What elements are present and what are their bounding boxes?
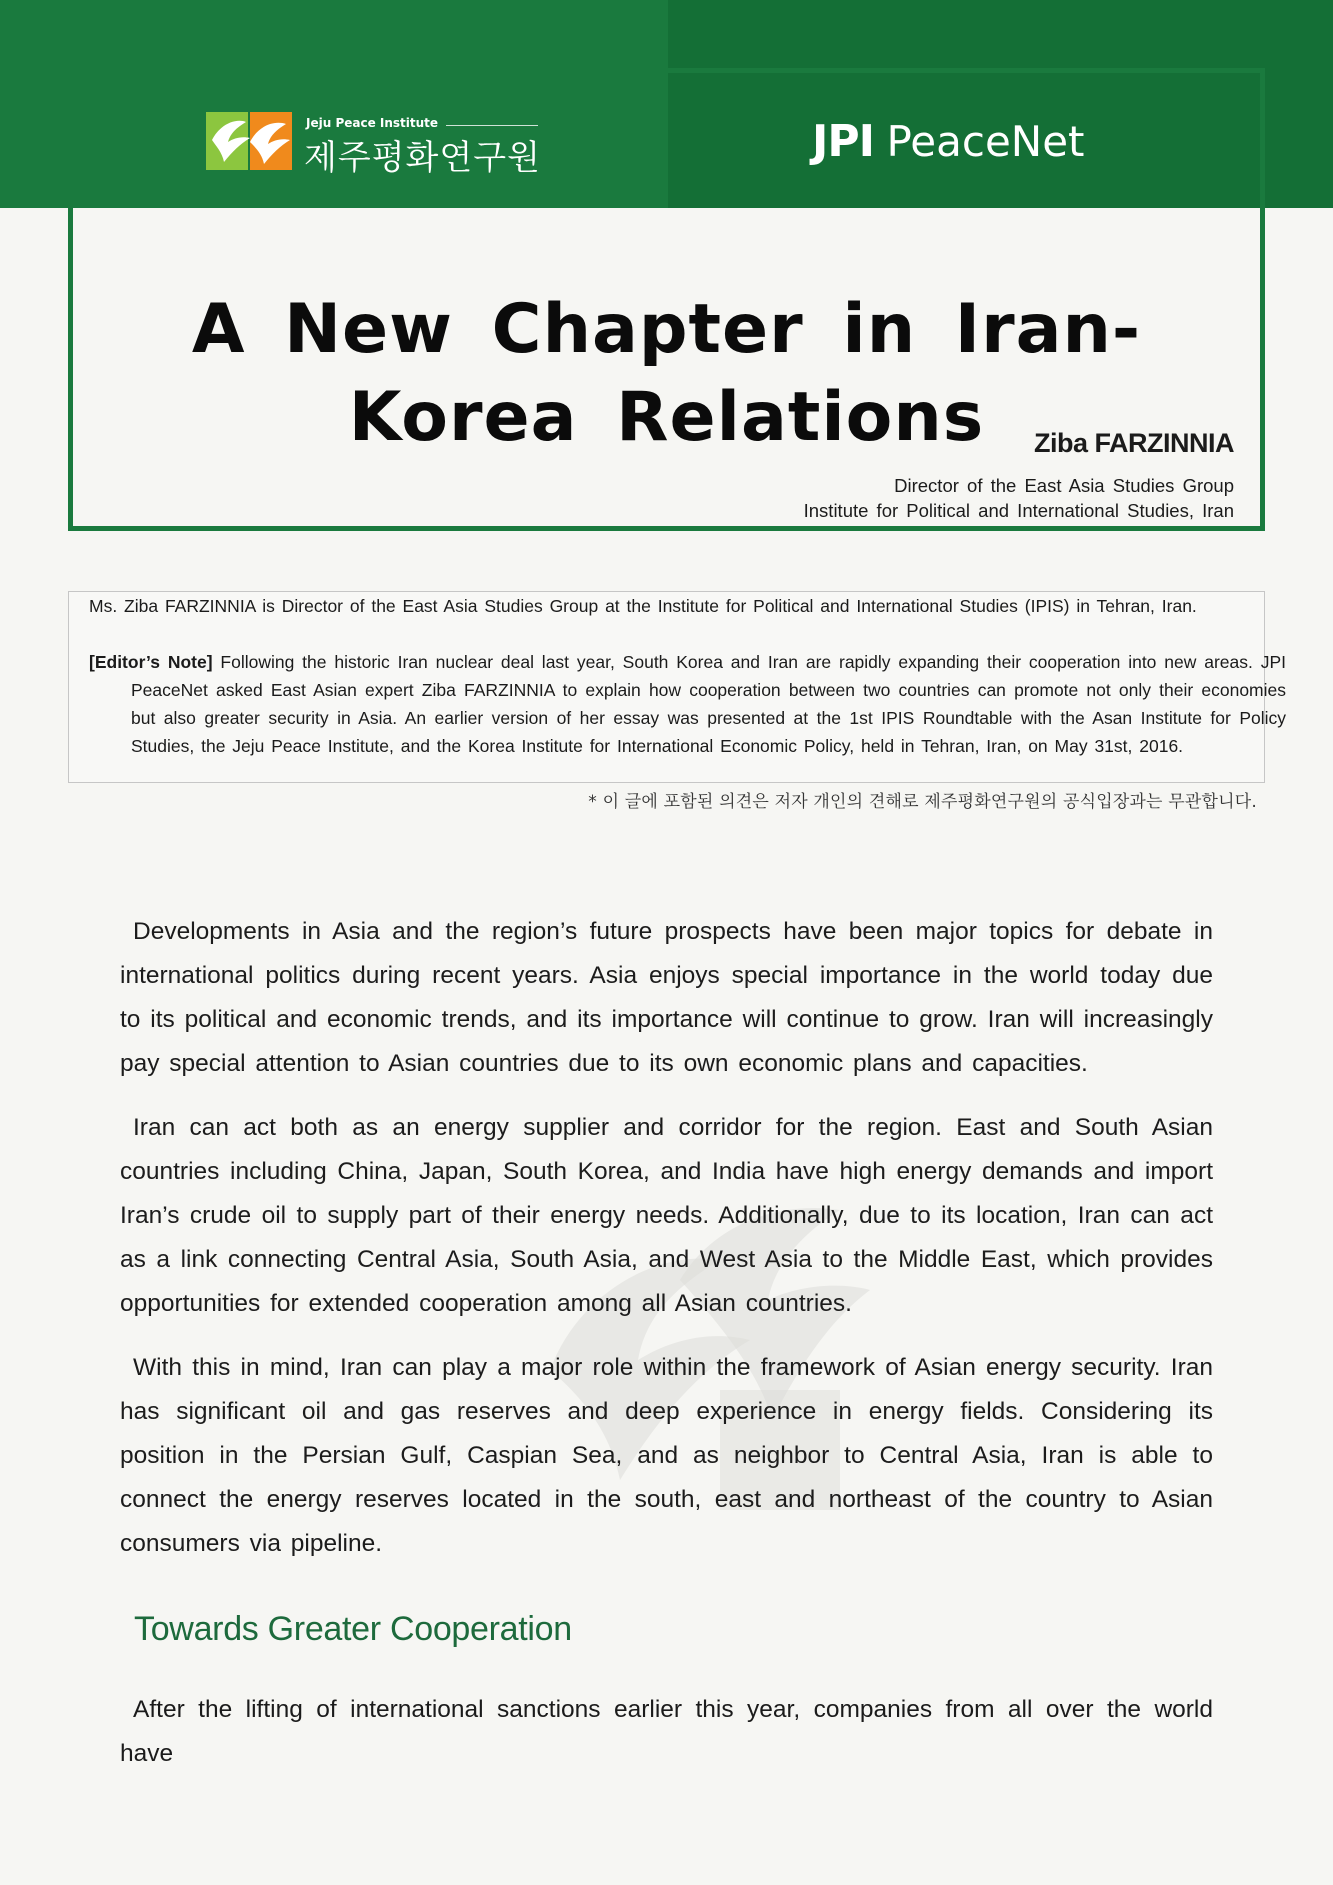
jeju-peace-institute-logo xyxy=(206,110,541,178)
author-bio: Ms. Ziba FARZINNIA is Director of the East Asia Studies Group at the Institute for Political and International Studies (IPIS) in Tehran, Iran. xyxy=(89,596,1197,616)
author-institute-line: Institute for Political and International Studies, Iran xyxy=(803,500,1234,521)
editor-note-label: [Editor’s Note] xyxy=(89,652,213,672)
disclaimer: * 이 글에 포함된 의견은 저자 개인의 견해로 제주평화연구원의 공식입장과는 무관합니다. xyxy=(588,792,1257,812)
dove-logo-icon xyxy=(206,110,294,172)
body-paragraph: Iran can act both as an energy supplier and corridor for the region. East and South Asian countries including China, Japan, South Korea, and India have high energy demands and import Iran’s crude oil to supply part of their energy needs. Additionally, due to its location, Iran can act as a link connecting Central Asia, South Asia, and West Asia to the Middle East, which provides opportunities for extended cooperation among all Asian countries. xyxy=(120,1114,1213,1317)
body-paragraph: Developments in Asia and the region’s future prospects have been major topics for debate in international politics during recent years. Asia enjoys special importance in the world today due to its political and economic trends, and its importance will continue to grow. Iran will increasingly pay special attention to Asian countries due to its own economic plans and capacities. xyxy=(120,918,1213,1077)
jpi-peacenet-logo xyxy=(812,116,1085,172)
body-paragraph: After the lifting of international sanctions earlier this year, companies from all over the world have xyxy=(120,1696,1213,1767)
body-paragraph: With this in mind, Iran can play a major role within the framework of Asian energy security. Iran has significant oil and gas reserves and deep experience in energy fields. Considering its position in the Persian Gulf, Caspian Sea, and as neighbor to Central Asia, Iran is able to connect the energy reserves located in the south, east and northeast of the country to Asian consumers via pipeline. xyxy=(120,1354,1213,1557)
section-heading: Towards Greater Cooperation xyxy=(134,1610,572,1648)
article-body xyxy=(120,910,1213,1586)
editor-note-box xyxy=(68,591,1286,783)
jpi-brand-mark: JPI xyxy=(812,116,874,167)
article-title: A New Chapter in Iran- Korea Relations xyxy=(191,289,1142,457)
institute-name-en: Jeju Peace Institute xyxy=(306,116,439,130)
logo-divider xyxy=(446,125,538,126)
author-affiliation xyxy=(804,473,1234,523)
author-role-line: Director of the East Asia Studies Group xyxy=(894,475,1234,496)
author-name: Ziba FARZINNIA xyxy=(1034,428,1234,458)
peacenet-brand-name: PeaceNet xyxy=(886,117,1085,166)
editor-note xyxy=(89,648,1286,760)
editor-note-text: Following the historic Iran nuclear deal last year, South Korea and Iran are rapidly expanding their cooperation into new areas. JPI PeaceNet asked East Asian expert Ziba FARZINNIA to explain how cooperation between two countries can promote not only their economies but also greater security in Asia. An earlier version of her essay was presented at the 1st IPIS Roundtable with the Asan Institute for Policy Studies, the Jeju Peace Institute, and the Korea Institute for International Economic Policy, held in Tehran, Iran, on May 31st, 2016. xyxy=(131,652,1286,756)
institute-name-ko: 제주평화연구원 xyxy=(304,138,541,178)
